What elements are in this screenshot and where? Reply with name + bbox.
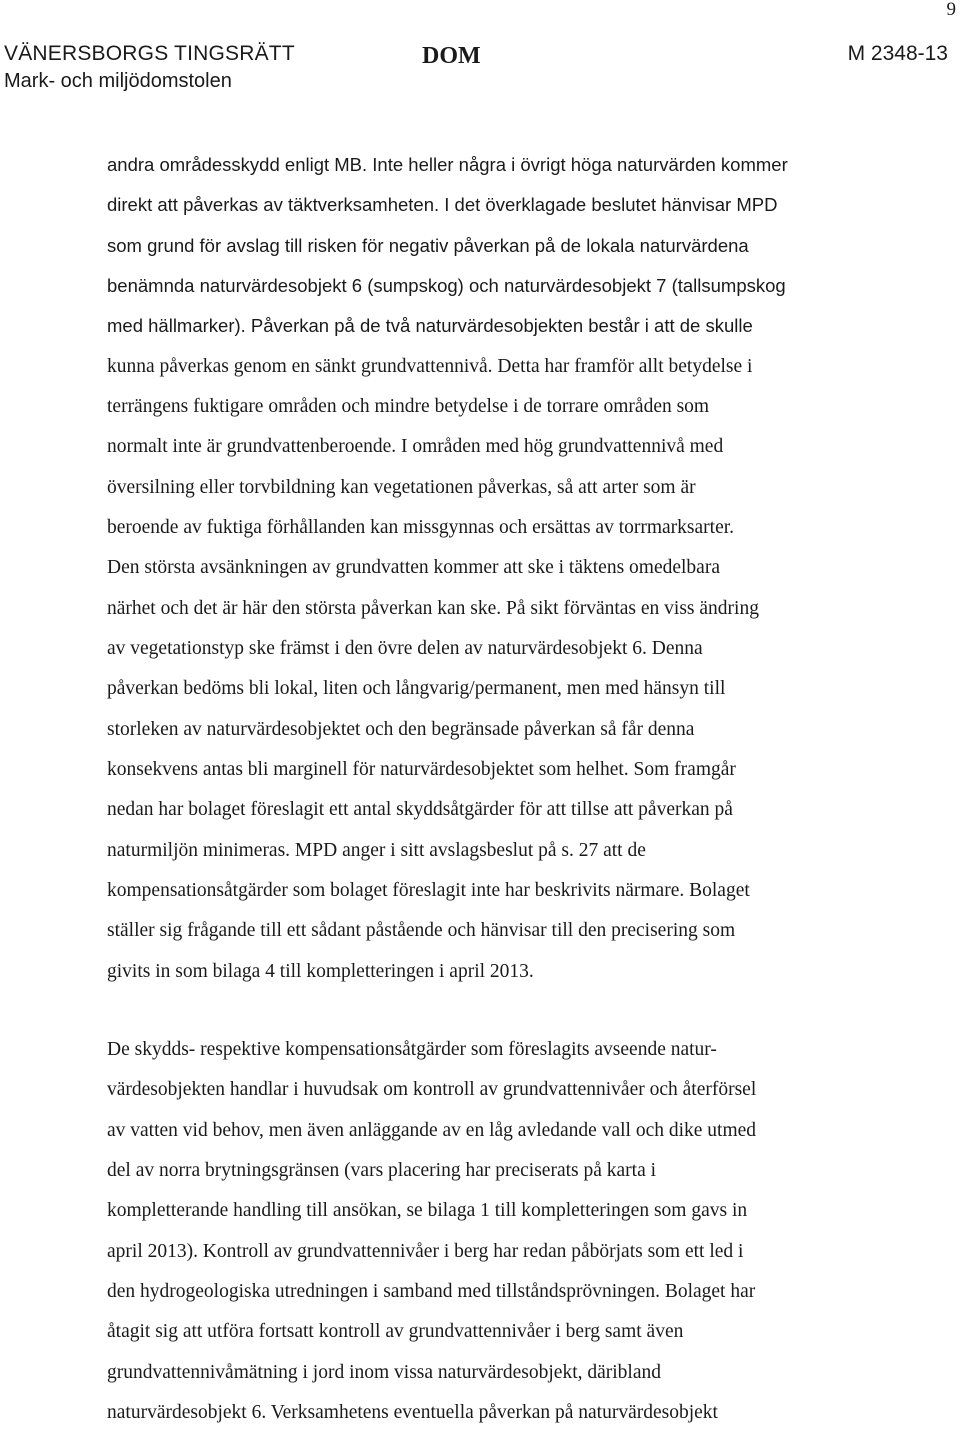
text-line: De skydds- respektive kompensationsåtgärder som föreslagits avseende natur-: [107, 1039, 717, 1060]
court-name: VÄNERSBORGS TINGSRÄTT: [4, 42, 295, 65]
text-line: värdesobjekten handlar i huvudsak om kontroll av grundvattennivåer och återförsel: [107, 1079, 757, 1101]
text-line: del av norra brytningsgränsen (vars placering har preciserats på karta i: [107, 1159, 657, 1181]
text-line: april 2013). Kontroll av grundvattennivåer i berg har redan påbörjats som ett led i: [107, 1240, 744, 1262]
text-line: kompletterande handling till ansökan, se bilaga 1 till kompletteringen som gavs in: [107, 1200, 748, 1222]
paragraph-1: [107, 145, 897, 992]
text-line: konsekvens antas bli marginell för naturvärdesobjektet som helhet. Som framgår: [107, 758, 736, 780]
case-number: M 2348-13: [847, 42, 948, 65]
text-line: kunna påverkas genom en sänkt grundvattennivå. Detta har framför allt betydelse i: [107, 355, 753, 377]
text-line: som grund för avslag till risken för negativ påverkan på de lokala naturvärdena: [107, 234, 749, 256]
text-line: Den största avsänkningen av grundvatten kommer att ske i täktens omedelbara: [107, 557, 720, 579]
text-line: med hällmarker). Påverkan på de två naturvärdesobjekten består i att de skulle: [107, 315, 753, 337]
text-line: benämnda naturvärdesobjekt 6 (sumpskog) och naturvärdesobjekt 7 (tallsumpskog: [107, 274, 786, 296]
text-line: beroende av fuktiga förhållanden kan missgynnas och ersättas av torrmarksarter.: [107, 516, 735, 538]
text-line: nedan har bolaget föreslagit ett antal skyddsåtgärder för att tillse att påverkan på: [107, 799, 733, 821]
text-line: naturmiljön minimeras. MPD anger i sitt avslagsbeslut på s. 27 att de: [107, 839, 646, 861]
court-division: Mark- och miljödomstolen: [4, 70, 232, 92]
text-line: kompensationsåtgärder som bolaget föreslagit inte har beskrivits närmare. Bolaget: [107, 879, 750, 901]
text-line: närhet och det är här den största påverkan kan ske. På sikt förväntas en viss ändring: [107, 597, 759, 619]
text-line: åtagit sig att utföra fortsatt kontroll av grundvattennivåer i berg samt även: [107, 1321, 684, 1343]
text-line: ställer sig frågande till ett sådant påstående och hänvisar till den precisering som: [107, 920, 736, 942]
text-line: grundvattennivåmätning i jord inom vissa naturvärdesobjekt, däribland: [107, 1361, 661, 1383]
text-line: storleken av naturvärdesobjektet och den begränsade påverkan så får denna: [107, 718, 695, 740]
text-line: av vegetationstyp ske främst i den övre delen av naturvärdesobjekt 6. Denna: [107, 637, 703, 659]
text-line: direkt att påverkas av täktverksamheten. I det överklagade beslutet hänvisar MPD: [107, 194, 778, 216]
text-line: den hydrogeologiska utredningen i samband med tillståndsprövningen. Bolaget har: [107, 1280, 756, 1302]
page-number: 9: [946, 0, 956, 20]
text-line: givits in som bilaga 4 till kompletteringen i april 2013.: [107, 960, 534, 982]
text-line: översilning eller torvbildning kan vegetationen påverkas, så att arter som är: [107, 476, 696, 498]
text-line: påverkan bedöms bli lokal, liten och långvarig/permanent, men med hänsyn till: [107, 678, 726, 700]
document-header: [4, 40, 948, 100]
paragraph-2: [107, 1030, 897, 1433]
text-line: av vatten vid behov, men även anläggande av en låg avledande vall och dike utmed: [107, 1119, 757, 1141]
document-type: DOM: [422, 43, 481, 69]
text-line: naturvärdesobjekt 6. Verksamhetens eventuella påverkan på naturvärdesobjekt: [107, 1401, 718, 1423]
text-line: terrängens fuktigare områden och mindre betydelse i de torrare områden som: [107, 395, 710, 417]
text-line: andra områdesskydd enligt MB. Inte heller några i övrigt höga naturvärden kommer: [107, 154, 788, 175]
text-line: normalt inte är grundvattenberoende. I områden med hög grundvattennivå med: [107, 436, 724, 458]
